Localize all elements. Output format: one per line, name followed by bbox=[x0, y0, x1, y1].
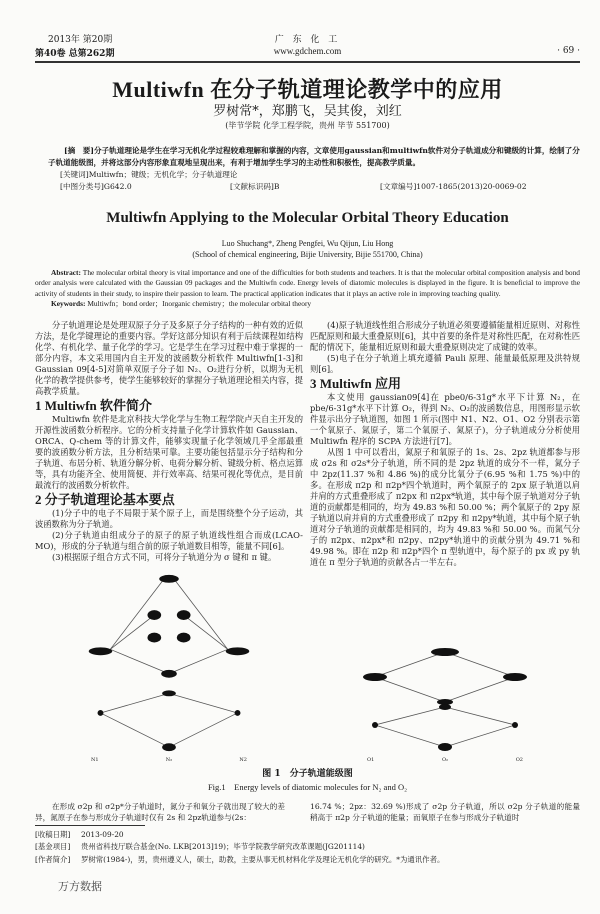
section-3-heading: 3 Multiwfn 应用 bbox=[310, 375, 402, 391]
label-n1: N1 bbox=[91, 756, 99, 763]
journal-name: 广 东 化 工 bbox=[274, 35, 341, 45]
volume-info: 第40卷 总第262期 bbox=[35, 49, 115, 59]
section-3-paragraph-2: 从图 1 中可以看出，氮原子和氧原子的 1s、2s、2pz 轨道都参与形成 σ2s 和 σ2s*分子轨道，所不同的是 2pz 轨道的成分不一样，氮分子中 2pz(11.37 %和 4.86 %)的成分比氧分子(6.95 %和 1.75 %)中的多。在形成 π2p 和 π2p*四个轨道时，两个氧原子的 2px 原子轨道以肩并肩的方式重叠形成了 π2px 和 π2px*轨道，其中每个原子轨道对分子轨道的贡献都是相同的，均为 49.83 %和 50.00 %；两个氧原子的 2py 原子轨道以肩并肩的方式重叠形成了 π2py 和 π2py*轨道，其中每个原子轨道对分子轨道的贡献都是相同的，均为 49.83 %和 50.00 %。而氮气分子的 π2px、π2px*和 π2py、π2py*轨道中的贡献分别为 49.71 %和 49.98 %。即在 π2p 和 π2p*四个 π 型轨道中，每个原子的 px 或 py 轨道在 π 型分子轨道的贡献各占一半左右。 bbox=[310, 446, 580, 567]
authors-cn: 罗树常*，郑鹏飞，吴其俊，刘红 bbox=[213, 103, 402, 119]
header-rule bbox=[35, 61, 580, 63]
page-number: · 69 · bbox=[557, 46, 580, 56]
footnote-received bbox=[35, 829, 580, 842]
label-o2-molecule: O₂ bbox=[441, 756, 449, 763]
label-o2: O2 bbox=[515, 756, 523, 763]
bottom-left-paragraph: 在形成 σ2p 和 σ2p*分子轨道时，氮分子和氧分子就出现了较大的差异，氮原子在参与形成分子轨道时仅有 2s 和 2pz轨道参与(2s： bbox=[35, 801, 285, 822]
section-2-heading: 2 分子轨道理论基本要点 bbox=[35, 491, 175, 507]
point-1: (1)分子中的电子不局限于某个原子上，而是围绕整个分子运动，其波函数称为分子轨道。 bbox=[35, 507, 303, 529]
footnote-value: 罗树常(1984-)，男，贵州遵义人，硕士，助教，主要从事无机材料化学及理论无机化学的研究。*为通讯作者。 bbox=[81, 854, 445, 864]
abstract-en bbox=[35, 268, 580, 310]
section-3-paragraph-1: 本文使用 gaussian09[4]在 pbe0/6-31g*水平下计算 N₂，在 pbe/6-31g*水平下计算 O₂，得到 N₂、O₂的波函数信息，用图形显示软件显示出分子轨道图，如图 1 所示(图中 N1、N2、O1、O2 分别表示第一个氧原子、氮原子，第二个氧原子、氮原子)，分子轨道成分分析使用 Multiwfn 程序的 SCPA 方法进行[7]。 bbox=[310, 391, 580, 446]
footnote-key: [基金项目] bbox=[35, 842, 71, 851]
footnote-value: 2013-09-20 bbox=[81, 829, 124, 839]
keywords-en-label: Keywords: bbox=[51, 299, 86, 308]
n2-energy-diagram bbox=[69, 563, 269, 764]
title-cn: Multiwfn 在分子轨道理论教学中的应用 bbox=[112, 76, 503, 102]
class-number: [中图分类号]G642.0 bbox=[60, 181, 132, 191]
figure-caption-en: Fig.1 Energy levels of diatomic molecules for N₂ and O₂ bbox=[207, 781, 408, 792]
abstract-cn-text: [摘 要]分子轨道理论是学生在学习无机化学过程较难理解和掌握的内容，文章使用gaussian和multiwfn软件对分子轨道成分和键级的计算，绘制了分子轨道能级图，并将这部分内容形象直观地呈现出来，有利于增加学生学习的主动性和积极性，提高教学质量。 bbox=[48, 145, 580, 167]
keywords-en-text: Multiwfn；bond order；Inorganic chemistry；the molecular orbital theory bbox=[85, 299, 312, 308]
o2-energy-diagram bbox=[345, 639, 545, 764]
label-n2: N2 bbox=[239, 756, 247, 763]
point-2: (2)分子轨道由组成分子的原子的原子轨道线性组合而成(LCAO-MO)，形成的分子轨道与组合前的原子轨道数目相等，能量不同[6]。 bbox=[35, 529, 303, 551]
footnote-funding bbox=[35, 841, 580, 854]
section-1-text: Multiwfn 软件是北京科技大学化学与生物工程学院卢天自主开发的开源性波函数分析程序。它的分析支持量子化学计算软件如 Gaussian、ORCA、Q-chem 等的计算文件，能够实现量子化学领域几乎全部最重要的波函数分析方法，且分析结果可靠。主要功能包括显示分子结构和分子轨道、布居分析、轨道分解分析、电荷分解分析、键级分析、格点运算等，具有功能齐全、使用简便、并行效率高、结果可视化等优点，是目前最流行的波函数分析软件。 bbox=[35, 413, 303, 490]
point-3: (3)根据原子组合方式不同，可将分子轨道分为 σ 键和 π 键。 bbox=[52, 551, 277, 562]
bottom-left-text bbox=[35, 801, 285, 823]
right-column bbox=[310, 320, 580, 764]
label-o1: O1 bbox=[367, 756, 375, 763]
bottom-right-text: 16.74 %；2pz：32.69 %)形成了 σ2p 分子轨道，所以 σ2p 分子轨道的能量稍高于 π2p 分子轨道的能量；而氧原子在参与形成分子轨道时 bbox=[310, 801, 580, 822]
journal-website: www.gdchem.com bbox=[273, 46, 342, 56]
point-4: (4)原子轨道线性组合形成分子轨道必须要遵循能量相近原则、对称性匹配原则和最大重叠原则[6]，其中首要的条件是对称性匹配，在对称性匹配的情况下，能量相近原则和最大重叠原则决定了成键的效率。 bbox=[310, 319, 580, 352]
footnote-author bbox=[35, 854, 580, 867]
abstract-cn bbox=[48, 145, 580, 169]
affiliation-cn: (毕节学院 化学工程学院，贵州 毕节 551700) bbox=[225, 120, 390, 130]
footnote-key: [作者简介] bbox=[35, 854, 71, 864]
keywords-cn: [关键词]Multiwfn；键级；无机化学；分子轨道理论 bbox=[60, 169, 238, 179]
body-columns bbox=[35, 320, 580, 764]
figure-caption-cn: 图 1 分子轨道能级图 bbox=[262, 768, 353, 779]
footnotes bbox=[35, 829, 580, 867]
point-5: (5)电子在分子轨道上填充遵循 Pauli 原理、能量最低原理及洪特规则[6]。 bbox=[310, 352, 580, 374]
authors-en: Luo Shuchang*, Zheng Pengfei, Wu Qijun, Liu Hong bbox=[221, 238, 394, 248]
intro-paragraph: 分子轨道理论是处理双原子分子及多原子分子结构的一种有效的近似方法，是化学键理论的重要内容。学好这部分知识有利于后续课程如结构化学、有机化学、量子化学的学习。它是学生在学习过程中难于掌握的一部分内容，本文采用国内自主开发的波函数分析软件 Multiwfn[1-3]和 Gaussian 09[4-5]对简单双原子分子如 N₂、O₂进行分析，以期为无机化学的教学提供参考，使学生能够较好的掌握分子轨道理论相关内容，提高教学质量。 bbox=[35, 319, 303, 396]
authors-en-block bbox=[35, 238, 580, 260]
bottom-text bbox=[35, 801, 580, 823]
left-column bbox=[35, 320, 303, 764]
issue-info: 2013年 第20期 bbox=[48, 35, 113, 45]
n2-diagram-labels bbox=[69, 757, 269, 764]
abstract-en-label: Abstract: bbox=[51, 267, 81, 277]
abstract-en-text: The molecular orbital theory is vital importance and one of the difficulties for both students and teachers. It is that the molecular orbital composition analysis and bond order analysis were calculated with the Gaussian 09 packages and the Multiwfn code. Energy levels of diatomic molecules is displayed in the figure. It is beneficial to improve the activity of students in their study, to inspire their passion to learn. The practical application indicates that it plays an active role in improving teaching quality. bbox=[35, 267, 580, 298]
header-row-2 bbox=[35, 46, 580, 60]
header-row-1 bbox=[35, 32, 580, 46]
footnote-key: [收稿日期] bbox=[35, 829, 71, 839]
footnote-value: 贵州省科技厅联合基金(No. LKB[2013]19)；毕节学院教学研究改革课题(JG201114) bbox=[81, 842, 365, 851]
article-number: [文章编号]1007-1865(2013)20-0069-02 bbox=[380, 181, 527, 191]
title-en: Multiwfn Applying to the Molecular Orbital Theory Education bbox=[106, 209, 509, 226]
label-n2-molecule: N₂ bbox=[165, 756, 173, 763]
section-1-heading: 1 Multiwfn 软件简介 bbox=[35, 397, 153, 413]
doc-code: [文献标识码]B bbox=[230, 181, 280, 191]
watermark: 万方数据 bbox=[58, 880, 102, 893]
o2-diagram-labels bbox=[345, 757, 545, 764]
classification-row bbox=[60, 181, 580, 193]
affiliation-en: (School of chemical engineering, Bijie University, Bijie 551700, China) bbox=[192, 249, 423, 259]
footnote-rule bbox=[35, 825, 145, 826]
